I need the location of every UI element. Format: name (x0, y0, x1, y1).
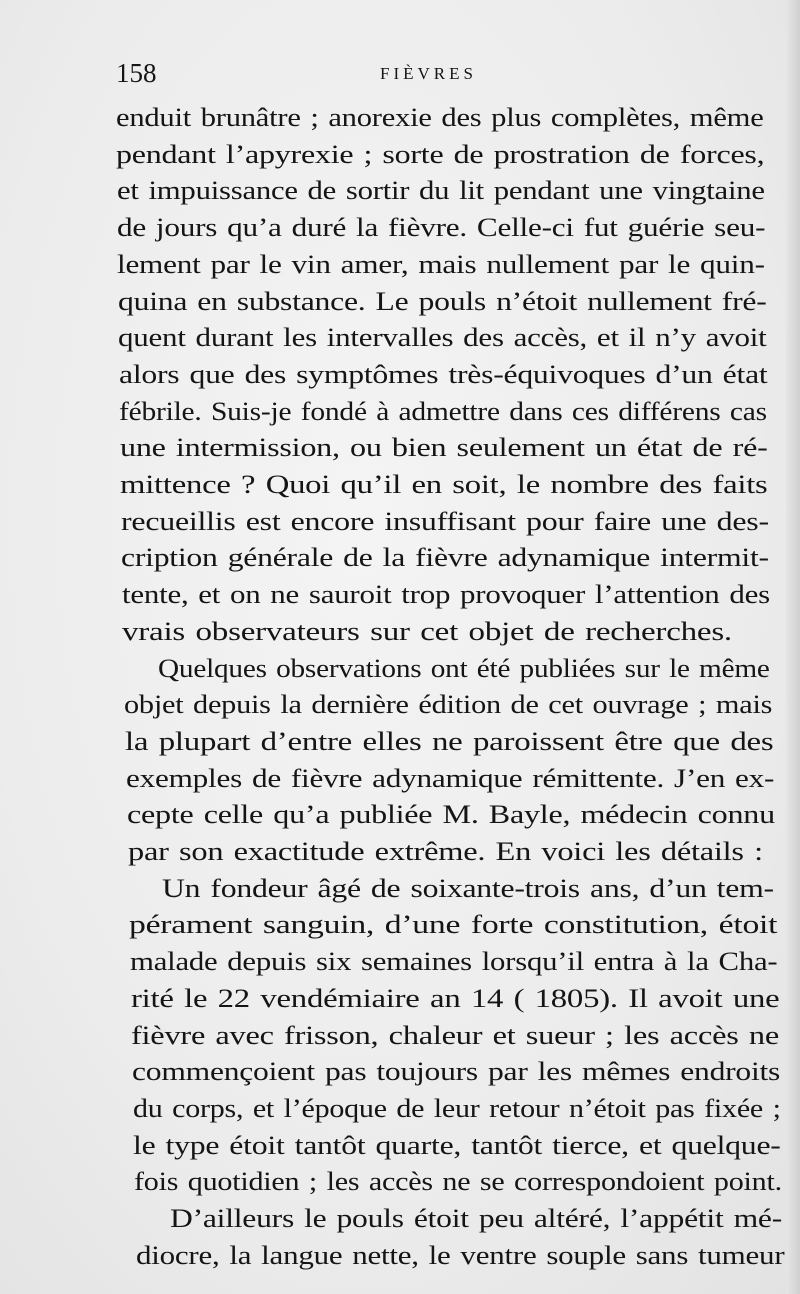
text-line: et impuissance de sortir du lit pendant une vingtaine (117, 175, 765, 206)
text-line: cepte celle qu’a publiée M. Bayle, médecin connu (127, 799, 775, 830)
text-line: objet depuis la dernière édition de cet ouvrage ; mais (124, 689, 773, 720)
text-line: exemples de fièvre adynamique rémittente. J’en ex- (126, 762, 775, 793)
text-line: mittence ? Quoi qu’il en soit, le nombre des faits (120, 469, 768, 499)
text-line: diocre, la langue nette, le ventre souple sans tumeur (136, 1239, 785, 1270)
text-line: pendant l’apyrexie ; sorte de prostration de forces, (116, 138, 765, 169)
text-line: tente, et on ne sauroit trop provoquer l’attention des (122, 579, 770, 610)
text-line: pérament sanguin, d’une forte constitution, étoit (129, 909, 778, 940)
page-edge-shadow (786, 0, 800, 1294)
text-line: recueillis est encore insuffisant pour faire une des- (121, 505, 769, 536)
text-line: alors que des symptômes très-équivoques d’un état (119, 358, 768, 389)
text-line: de jours qu’a duré la fièvre. Celle-ci fut guérie seu- (117, 212, 766, 243)
page-number: 158 (116, 58, 157, 88)
text-line: la plupart d’entre elles ne paroissent être que des (125, 725, 774, 756)
text-line: D’ailleurs le pouls étoit peu altéré, l’appétit mé- (170, 1203, 783, 1233)
text-line: quina en substance. Le pouls n’étoit nullement fré- (118, 285, 767, 316)
text-line: fois quotidien ; les accès ne se correspondoient point. (134, 1166, 782, 1197)
text-line: vrais observateurs sur cet objet de recherches. (122, 615, 732, 646)
text-line: le type étoit tantôt quarte, tantôt tierce, et quelque- (133, 1129, 781, 1160)
text-line: commençoient pas toujours par les mêmes endroits (132, 1056, 781, 1087)
text-line: quent durant les intervalles des accès, et il n’y avoit (118, 322, 767, 353)
text-line: fébrile. Suis-je fondé à admettre dans ces différens cas (119, 395, 767, 426)
text-line: par son exactitude extrême. En voici les détails : (128, 836, 763, 866)
text-line: malade depuis six semaines lorsqu’il entra à la Cha- (130, 946, 778, 977)
text-line: une intermission, ou bien seulement un état de ré- (120, 432, 768, 463)
text-line: fièvre avec frisson, chaleur et sueur ; les accès ne (131, 1019, 779, 1050)
text-line: cription générale de la fièvre adynamique intermit- (121, 542, 769, 573)
text-line: Quelques observations ont été publiées sur le même (158, 652, 770, 683)
text-line: Un fondeur âgé de soixante-trois ans, d’un tem- (162, 872, 774, 903)
text-line: rité le 22 vendémiaire an 14 ( 1805). Il avoit une (131, 982, 780, 1013)
text-line: enduit brunâtre ; anorexie des plus complètes, même (116, 102, 764, 132)
text-line: du corps, et l’époque de leur retour n’étoit pas fixée ; (133, 1092, 781, 1123)
text-line: lement par le vin amer, mais nullement par le quin- (117, 248, 765, 279)
page-header (116, 58, 676, 98)
running-title: FIÈVRES (380, 64, 477, 83)
